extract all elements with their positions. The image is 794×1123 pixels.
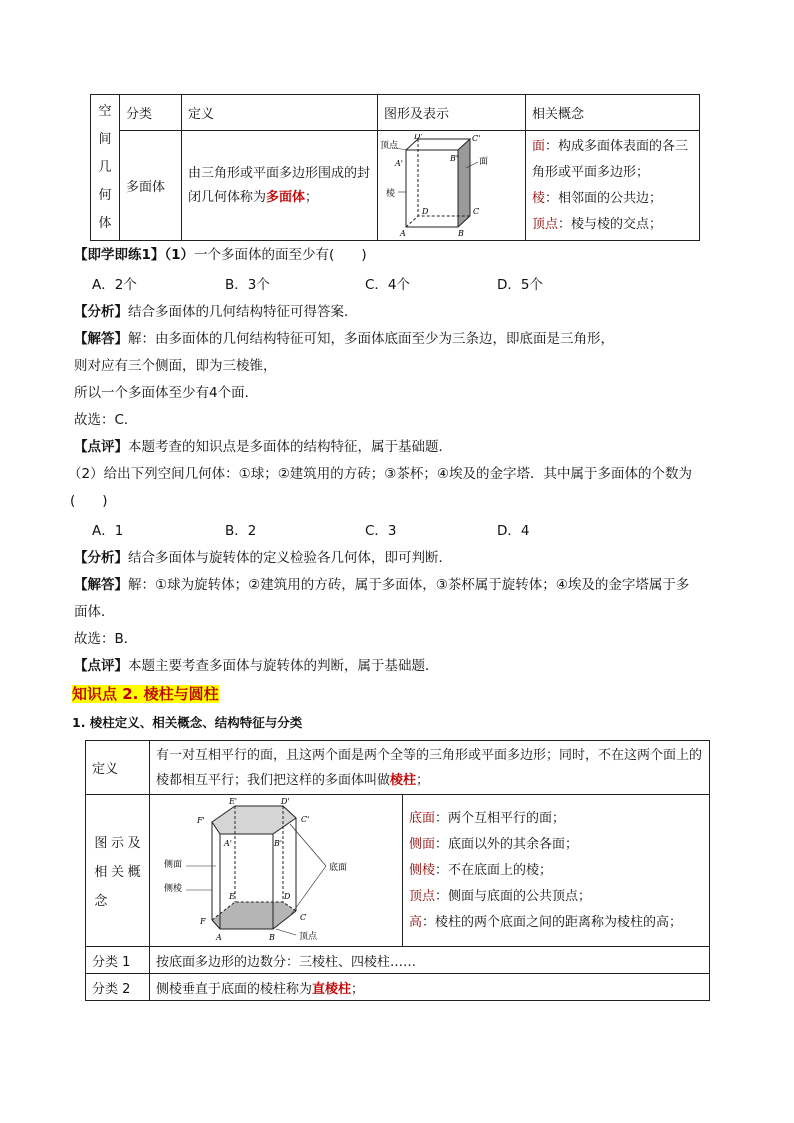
concept-item: 高：棱柱的两个底面之间的距离称为棱柱的高； [409,914,683,930]
label-a: A [400,228,406,238]
label-vertex: 顶点 [380,140,399,151]
option-c: C．4个 [365,277,411,293]
header-concepts: 相关概念 [526,95,700,131]
prism-concepts [403,795,710,947]
label-c: C [473,206,480,216]
label-a1: A' [395,158,403,168]
label-d1: D' [414,133,423,141]
pointer-base [290,866,326,916]
cube-figure-cell [378,131,526,241]
polyhedron-table [90,94,700,241]
side-char: 间 [98,131,112,147]
label-f1: F' [197,815,205,825]
label-base: 底面 [329,862,348,873]
choice-1: 故选：C． [74,412,138,428]
answer-1-line2: 则对应有三个侧面，即为三棱锥， [74,358,277,374]
class1-label: 分类 1 [86,947,150,974]
label-f: F [200,916,206,926]
label-edge: 棱 [386,188,396,199]
class1-text: 按底面多边形的边数分：三棱柱、四棱柱…… [150,947,710,974]
side-char: 几 [98,159,112,175]
label-b: B [269,932,275,942]
option-d: D．4 [497,523,530,539]
label-b: B [458,228,464,238]
prism-table [85,740,710,1001]
side-char: 空 [98,103,112,119]
key-term: 多面体 [266,189,306,205]
polyhedron-concepts [526,131,700,241]
option-b: B．2 [225,523,257,539]
concept-item: 底面：两个互相平行的面； [409,810,566,826]
label-b1: B' [450,153,459,163]
label-c1: C' [472,133,481,143]
side-char: 何 [98,187,112,203]
exercise1-question: 【即学即练1】（1）一个多面体的面至少有( ) [74,247,367,263]
header-figure: 图形及表示 [378,95,526,131]
pointer-base [290,824,326,866]
row-type: 多面体 [120,131,182,241]
label-a: A [216,932,222,942]
polyhedron-definition: 由三角形或平面多边形围成的封闭几何体称为多面体； [182,131,378,241]
analysis-2: 【分析】结合多面体与旋转体的定义检验各几何体，即可判断． [74,550,452,566]
prism-figure-cell [150,795,403,947]
label-d1: D' [281,796,290,806]
label-d: D [422,206,429,216]
label-side-edge: 侧棱 [164,883,183,894]
option-c: C．3 [365,523,397,539]
concept-item: 侧面：底面以外的其余各面； [409,836,579,852]
comment-2: 【点评】本题主要考查多面体与旋转体的判断，属于基础题． [74,658,439,674]
concept-item: 棱：相邻面的公共边； [532,190,663,206]
label-side-face: 侧面 [164,859,183,870]
question-2-paren: ( ) [70,493,108,509]
label-e: E [229,891,235,901]
shaded-face [458,139,470,227]
concept-item: 顶点：侧面与底面的公共顶点； [409,888,592,904]
label-c1: C' [301,814,310,824]
key-term: 直棱柱 [312,981,352,997]
answer-1: 【解答】解：由多面体的几何结构特征可知，多面体底面至少为三条边，即底面是三角形， [74,331,614,347]
section-subtitle: 1. 棱柱定义、相关概念、结构特征与分类 [72,715,303,730]
header-class: 分类 [120,95,182,131]
choice-2: 故选：B． [74,631,138,647]
side-label-cell [91,95,120,241]
label-d: D [284,891,291,901]
label-e1: E' [229,796,238,806]
option-a: A．1 [92,523,124,539]
section-title: 知识点 2. 棱柱与圆柱 [72,685,219,703]
concept-item: 侧棱：不在底面上的棱； [409,862,553,878]
label-vertex: 顶点 [299,931,318,942]
class2-text: 侧棱垂直于底面的棱柱称为直棱柱； [150,974,710,1001]
figure-label-cell [86,795,150,947]
answer-2-line2: 面体． [74,604,115,620]
class2-label: 分类 2 [86,974,150,1001]
answer-2: 【解答】解：①球为旋转体；②建筑用的方砖，属于多面体，③茶杯属于旋转体；④埃及的金字塔属于多 [74,577,690,593]
header-definition: 定义 [182,95,378,131]
comment-1: 【点评】本题考查的知识点是多面体的结构特征，属于基础题． [74,439,452,455]
label-b1: B' [274,838,283,848]
key-term: 棱柱 [390,772,417,788]
label-a1: A' [224,838,232,848]
prism-figure [150,796,402,946]
cube-figure [378,134,516,238]
answer-1-line3: 所以一个多面体至少有4个面． [74,385,259,401]
question-2: （2）给出下列空间几何体：①球；②建筑用的方砖；③茶杯；④埃及的金字塔．其中属于多面体的个数为 [68,466,692,482]
concept-item: 面：构成多面体表面的各三角形或平面多边形； [532,138,689,180]
top-base [212,806,296,834]
figure-label: 图 示 及 相 关 概 念 [94,836,141,909]
definition-label: 定义 [86,741,150,795]
concept-item: 顶点：棱与棱的交点； [532,216,663,232]
bottom-base-fill [212,902,296,929]
pointer-vertex [276,929,296,935]
side-char: 体 [98,215,112,231]
prism-definition: 有一对互相平行的面，且这两个面是两个全等的三角形或平面多边形；同时，不在这两个面上的棱都相互平行；我们把这样的多面体叫做棱柱； [150,741,710,795]
label-face: 面 [479,156,489,167]
option-b: B．3个 [225,277,270,293]
label-c: C [300,912,307,922]
option-d: D．5个 [497,277,543,293]
option-a: A．2个 [92,277,137,293]
analysis-1: 【分析】结合多面体的几何结构特征可得答案． [74,304,358,320]
